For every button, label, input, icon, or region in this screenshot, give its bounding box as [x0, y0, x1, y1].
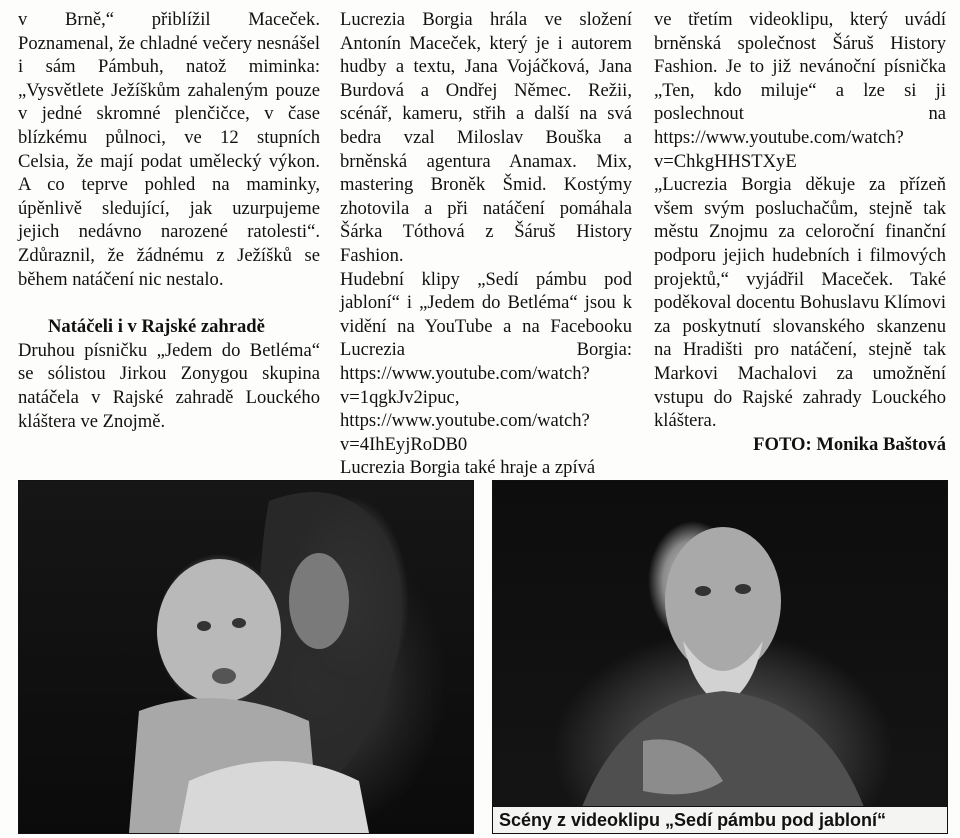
column3-paragraph-1: ve třetím videoklipu, který uvádí brněnská společnost Šáruš History Fashion. Je to již nevánoční písnička „Ten, kdo miluje“ a lze si ji poslechnout na https://www.youtube.com/watch?v=ChkgHHSTXyE [654, 9, 946, 172]
article-column-3 [654, 8, 946, 456]
column1-paragraph-2: Druhou písničku „Jedem do Betléma“ se sólistou Jirkou Zonygou skupina natáčela v Rajské zahradě Louckého kláštera ve Znojmě. [18, 339, 320, 432]
article-column-2 [340, 8, 632, 480]
column2-paragraph-2: Hudební klipy „Sedí pámbu pod jabloní“ i „Jedem do Betléma“ jsou k vidění na YouTube a na Facebooku Lucrezia Borgia: https://www.youtube.com/watch?v=1qgkJv2ipuc, https://www.youtube.com/watch?v=4IhEyjRoDB0 [340, 268, 632, 455]
photo-right-illustration [493, 481, 947, 833]
photo-old-man [492, 480, 948, 834]
article-column-1 [18, 8, 320, 433]
column2-paragraph-3: Lucrezia Borgia také hraje a zpívá [340, 457, 596, 479]
photo-left-illustration [19, 481, 473, 833]
section-subheading: Natáčeli i v Rajské zahradě [48, 316, 265, 338]
paragraph-gap [18, 291, 320, 315]
photo-credit: FOTO: Monika Baštová [753, 433, 946, 455]
photo-mother-and-baby [18, 480, 474, 834]
column1-paragraph-1: v Brně,“ přiblížil Maceček. Poznamenal, že chladné večery nesnášel i sám Pámbuh, natož miminka: „Vysvětlete Ježíškům zahaleným pouze v jedné skromné plenčičce, v čase blízkému půlnoci, ve 12 stupních Celsia, že mají podat umělecký výkon. A co teprve pohled na maminky, úpěnlivě sledující, jak uzurpujeme jejich nedávno narozené ratolesti“. Zdůraznil, že žádnému z Ježíšků se během natáčení nic nestalo. [18, 9, 320, 290]
column3-paragraph-2: „Lucrezia Borgia děkuje za přízeň všem svým posluchačům, stejně tak městu Znojmu za celoroční finanční podporu jejich hudebních i filmových projektů,“ vyjádřil Maceček. Také poděkoval docentu Bohuslavu Klímovi za poskytnutí slovanského skanzenu na Hradišti pro natáčení, stejně tak Markovi Machalovi za umožnění vstupu do Rajské zahrady Louckého kláštera. [654, 174, 946, 432]
column2-paragraph-1: Lucrezia Borgia hrála ve složení Antonín Maceček, který je i autorem hudby a textu, Jana Vojáčková, Jana Burdová a Ondřej Němec. Režii, scénář, kameru, střih a další na svá bedra vzal Miloslav Bouška a brněnská agentura Anamax. Mix, mastering Broněk Šmid. Kostýmy zhotovila a při natáčení pomáhala Šárka Tóthová z Šáruš History Fashion. [340, 9, 632, 266]
photo-caption: Scény z videoklipu „Sedí pámbu pod jabloní“ [493, 806, 947, 833]
